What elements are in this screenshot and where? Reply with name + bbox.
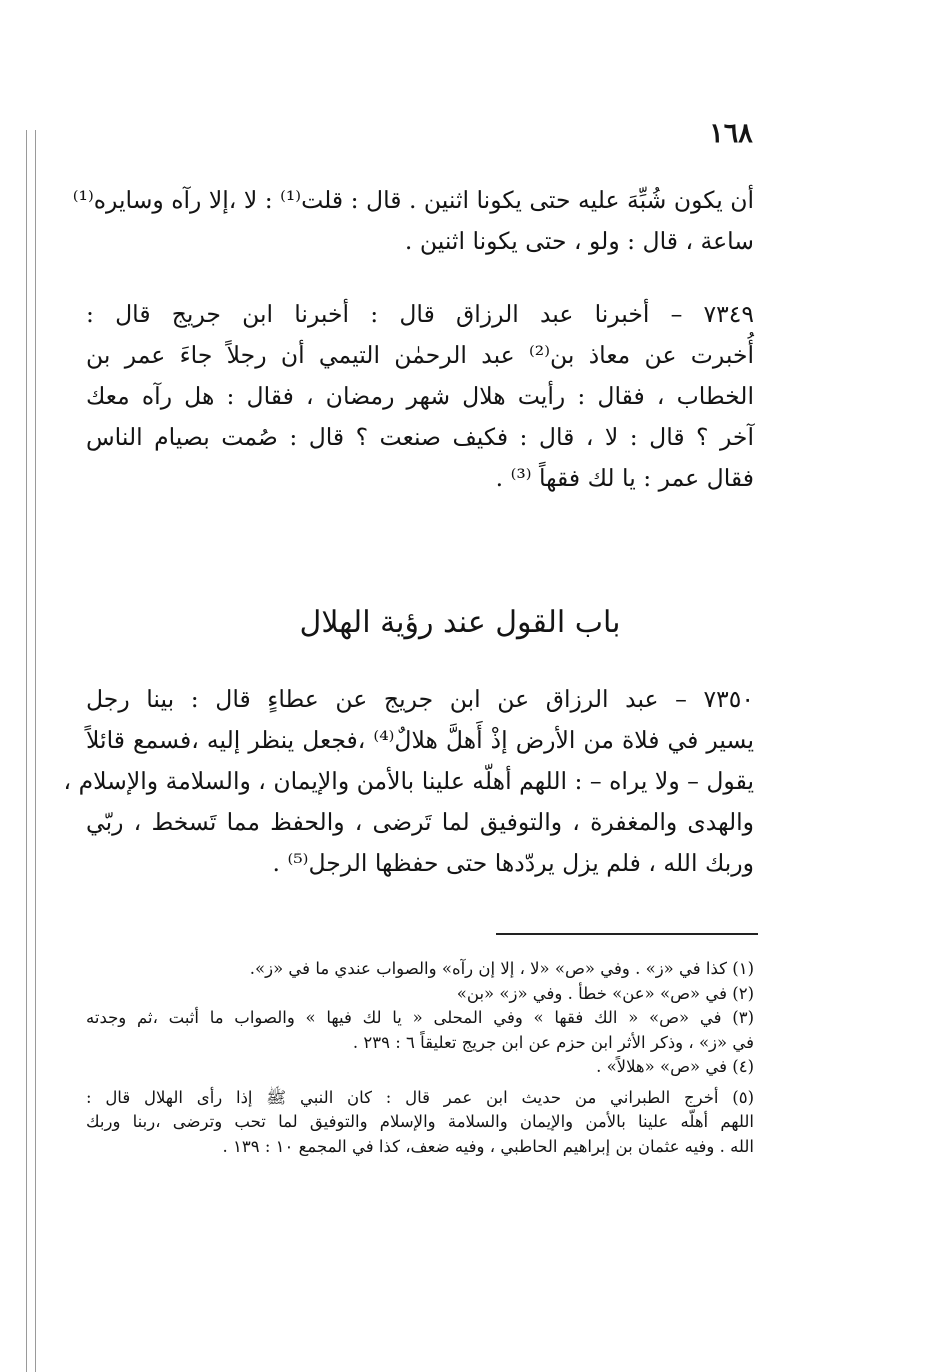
text-line: يسير في فلاة من الأرض إذْ أَهلَّ هلالٌ⁽⁴⁾ ،فجعل ينظر إليه ،فسمع قائلاً bbox=[86, 726, 754, 754]
footnote-2 bbox=[86, 982, 754, 1007]
footnote-3 bbox=[86, 1006, 754, 1055]
footnotes bbox=[86, 957, 754, 1159]
footnote-5 bbox=[86, 1086, 754, 1160]
text-line: أُخبرت عن معاذ بن⁽²⁾ عبد الرحمٰن التيمي أن رجلاً جاءَ عمر بن bbox=[86, 341, 755, 369]
narration-7350 bbox=[63, 679, 754, 884]
text-line: أن يكون شُبِّهَ عليه حتى يكونا اثنين . قال : قلت⁽¹⁾ : لا ،إلا رآه وسايره⁽¹⁾ bbox=[72, 186, 754, 214]
narration-7349 bbox=[86, 294, 754, 499]
footnote-line: الله . وفيه عثمان بن إبراهيم الحاطبي ، وفيه ضعف، كذا في المجمع ١٠ : ١٣٩ . bbox=[222, 1136, 754, 1156]
footnote-line: اللهم أهلّه علينا بالأمن والإيمان والسلامة والإسلام والتوفيق لما تحب وترضى ،ربنا وربك bbox=[86, 1112, 754, 1131]
footnote-line: (١) كذا في «ز» . وفي «ص» «لا ، إلا إن رآه» والصواب عندي ما في «ز». bbox=[249, 959, 754, 978]
binding-margin-line bbox=[26, 130, 27, 1372]
footnote-4 bbox=[86, 1055, 754, 1080]
page-number: ١٦٨ bbox=[709, 118, 753, 149]
text-line: ساعة ، قال : ولو ، حتى يكونا اثنين . bbox=[404, 227, 754, 255]
footnote-line: (٤) في «ص» «هلالاً» . bbox=[596, 1057, 754, 1076]
binding-margin-line bbox=[35, 130, 36, 1372]
footnote-line: في «ز» ، وذكر الأثر ابن حزم عن ابن جريج تعليقاً ٦ : ٢٣٩ . bbox=[352, 1032, 754, 1052]
footnote-separator bbox=[496, 933, 758, 935]
text-line: وربك الله ، فلم يزل يردّدها حتى حفظها الرجل⁽⁵⁾ . bbox=[272, 849, 754, 877]
section-heading: باب القول عند رؤية الهلال bbox=[299, 605, 621, 640]
text-line: آخر ؟ قال : لا ، قال : فكيف صنعت ؟ قال : صُمت بصيام الناس bbox=[86, 423, 754, 451]
text-line: والهدى والمغفرة ، والتوفيق لما تَرضى ، والحفظ مما تَسخط ، ربّي bbox=[86, 808, 754, 836]
text-line: ٧٣٥٠ – عبد الرزاق عن ابن جريج عن عطاءٍ قال : بينا رجل bbox=[86, 685, 754, 713]
footnote-line: (٢) في «ص» «عن» خطأ . وفي «ز» «بن» bbox=[456, 983, 754, 1003]
text-line: الخطاب ، فقال : رأيت هلال شهر رمضان ، فقال : هل رآه معك bbox=[86, 382, 754, 410]
text-line: فقال عمر : يا لك فقهاً ⁽³⁾ . bbox=[495, 464, 754, 492]
text-line: يقول – ولا يراه – : اللهم أهلّه علينا بالأمن والإيمان ، والسلامة والإسلام ، bbox=[63, 767, 754, 795]
footnote-1 bbox=[86, 957, 754, 982]
text-line: ٧٣٤٩ – أخبرنا عبد الرزاق قال : أخبرنا ابن جريج قال : bbox=[86, 300, 754, 328]
paragraph-continuation bbox=[72, 180, 754, 262]
footnote-line: (٣) في «ص» « الك فقها » وفي المحلى « يا لك فيها » والصواب ما أثبت ،ثم وجدته bbox=[86, 1008, 754, 1027]
footnote-line: (٥) أخرج الطبراني من حديث ابن عمر قال : كان النبي ﷺ إذا رأى الهلال قال : bbox=[86, 1087, 754, 1107]
